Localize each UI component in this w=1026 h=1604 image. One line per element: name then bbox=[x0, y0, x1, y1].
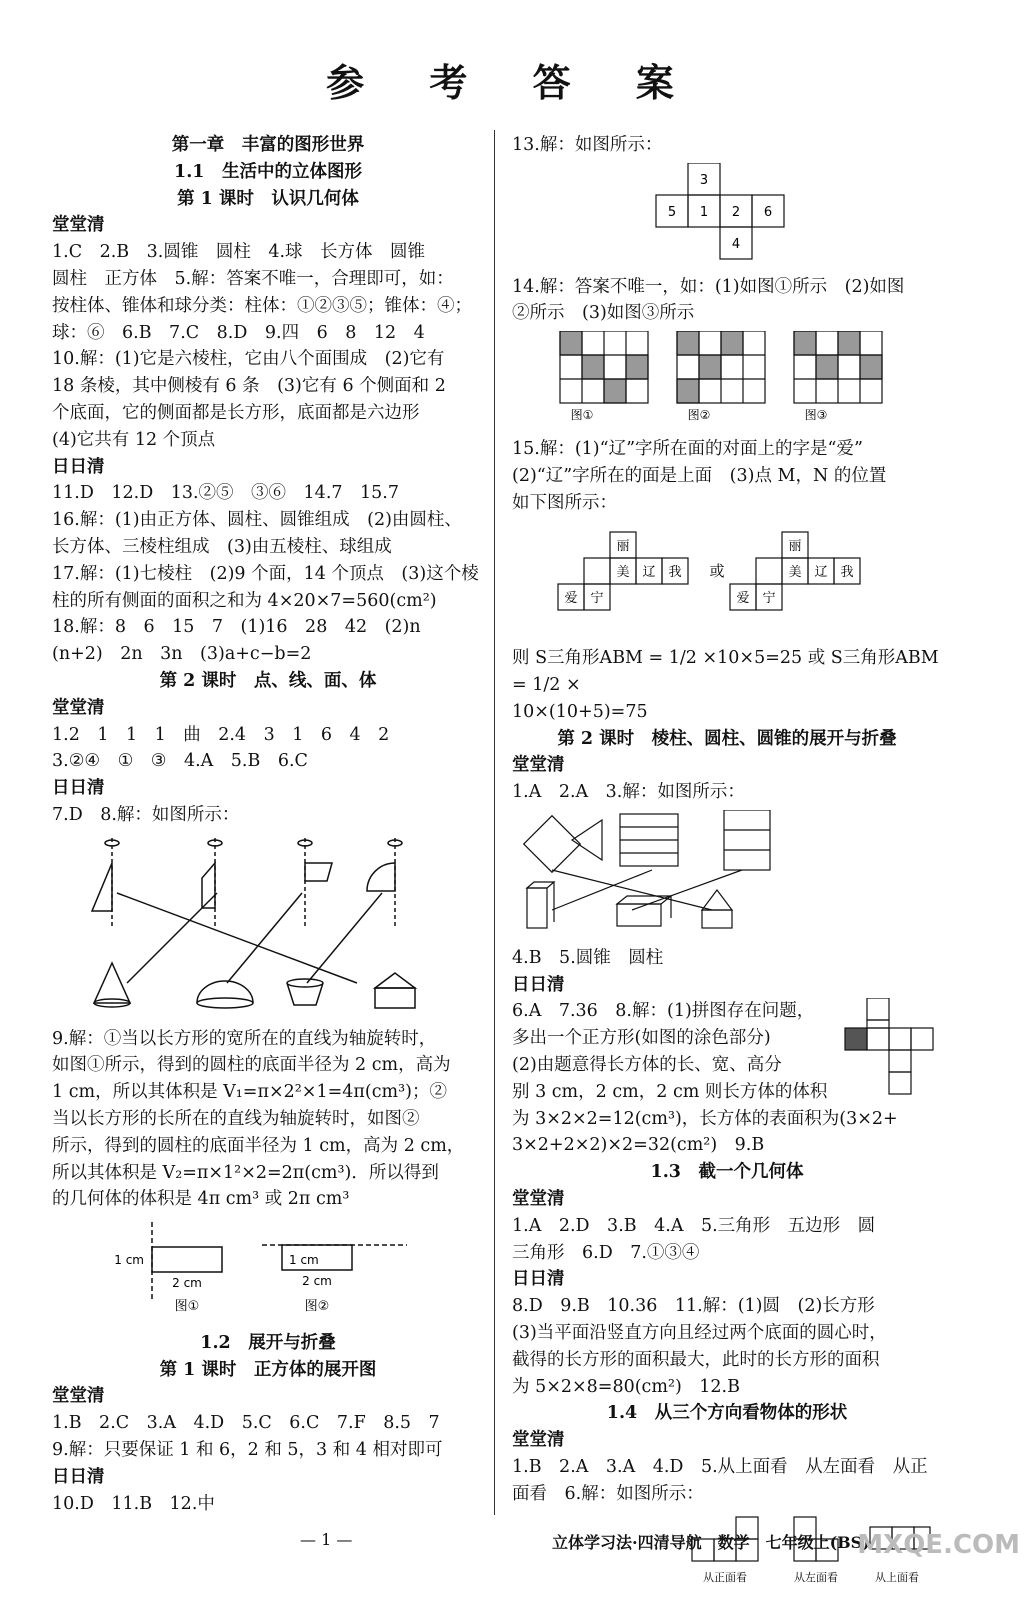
cube-net-mn-figure bbox=[512, 520, 932, 632]
answer-line: 所以其体积是 V₂=π×1²×2=2π(cm³)．所以得到 bbox=[52, 1162, 439, 1183]
answer-line: 7.D 8.解：如图所示： bbox=[52, 804, 240, 825]
answer-line: 3×2+2×2)×2=32(cm²) 9.B bbox=[512, 1135, 765, 1156]
section-label: 日日清 bbox=[512, 1269, 565, 1290]
section-label: 日日清 bbox=[512, 974, 565, 995]
answer-line: 4.B 5.圆锥 圆柱 bbox=[512, 947, 664, 968]
answer-line: 别 3 cm，2 cm，2 cm 则长方体的体积 bbox=[512, 1081, 828, 1102]
left-column bbox=[52, 132, 484, 1517]
answer-line: 的几何体的体积是 4π cm³ 或 2π cm³ bbox=[52, 1189, 350, 1210]
answer-line: 6.A 7.36 8.解：(1)拼图存在问题， bbox=[512, 1001, 815, 1022]
page-title: 参 考 答 案 bbox=[326, 60, 700, 105]
answer-line: 1.C 2.B 3.圆锥 圆柱 4.球 长方体 圆锥 bbox=[52, 242, 426, 263]
section-label: 堂堂清 bbox=[52, 1386, 105, 1407]
answer-line: 当以长方形的长所在的直线为轴旋转时，如图② bbox=[52, 1108, 420, 1129]
answer-line: 1.B 2.A 3.A 4.D 5.从上面看 从左面看 从正 bbox=[512, 1456, 928, 1477]
fig-label-2cm: 2 cm bbox=[302, 1274, 332, 1289]
answer-line: 10×(10+5)=75 bbox=[512, 701, 648, 722]
answer-line: 15.解：(1)“辽”字所在面的对面上的字是“爱” bbox=[512, 438, 863, 459]
answer-line: 按柱体、锥体和球分类：柱体：①②③⑤；锥体：④； bbox=[52, 295, 472, 316]
net-char: 丽 bbox=[616, 539, 630, 555]
view-caption: 从正面看 bbox=[703, 1571, 747, 1585]
net-cell: 5 bbox=[667, 204, 677, 220]
section-title: 1.3 截一个几何体 bbox=[650, 1162, 804, 1183]
fig-label-1cm: 1 cm bbox=[114, 1253, 144, 1268]
section-label: 堂堂清 bbox=[512, 1188, 565, 1209]
lesson-title: 第 2 课时 棱柱、圆柱、圆锥的展开与折叠 bbox=[557, 728, 897, 749]
cube-net-figure bbox=[512, 163, 932, 261]
net-char: 辽 bbox=[814, 565, 828, 581]
view-caption: 从上面看 bbox=[875, 1571, 919, 1585]
answer-line: 1 cm，所以其体积是 V₁=π×2²×1=4π(cm³)；② bbox=[52, 1082, 447, 1103]
fig-label-2cm: 2 cm bbox=[172, 1276, 202, 1291]
net-cell: 4 bbox=[731, 236, 741, 252]
lesson-title: 第 2 课时 点、线、面、体 bbox=[159, 670, 377, 691]
net-char: 丽 bbox=[788, 539, 802, 555]
net-cell: 6 bbox=[763, 204, 773, 220]
answer-line: 如图①所示，得到的圆柱的底面半径为 2 cm，高为 bbox=[52, 1055, 451, 1076]
answer-line: 9.解：只要保证 1 和 6，2 和 5，3 和 4 相对即可 bbox=[52, 1440, 443, 1461]
prism-net-figure bbox=[512, 810, 932, 932]
answer-line: (2)由题意得长方体的长、宽、高分 bbox=[512, 1054, 782, 1075]
section-title: 1.1 生活中的立体图形 bbox=[174, 161, 362, 182]
answer-line: (2)“辽”字所在的面是上面 (3)点 M，N 的位置 bbox=[512, 465, 887, 486]
grid-shading-figure bbox=[512, 331, 932, 423]
answer-line: 三角形 6.D 7.①③④ bbox=[512, 1242, 700, 1263]
net-char: 辽 bbox=[642, 565, 656, 581]
q8-block bbox=[512, 998, 942, 1105]
answer-line: 16.解：(1)由正方体、圆柱、圆锥组成 (2)由圆柱、 bbox=[52, 510, 462, 531]
answer-line: 17.解：(1)七棱柱 (2)9 个面，14 个顶点 (3)这个棱 bbox=[52, 563, 479, 584]
answer-line: 1.A 2.A 3.解：如图所示： bbox=[512, 782, 745, 803]
answer-line: 3.②④ ① ③ 4.A 5.B 6.C bbox=[52, 751, 308, 772]
answer-line: 面看 6.解：如图所示： bbox=[512, 1483, 704, 1504]
net-char: 美 bbox=[616, 565, 630, 581]
figure-caption: 图② bbox=[304, 1299, 330, 1315]
answer-line: 18 条棱，其中侧棱有 6 条 (3)它有 6 个侧面和 2 bbox=[52, 376, 446, 397]
answer-line: 球：⑥ 6.B 7.C 8.D 9.四 6 8 12 4 bbox=[52, 322, 425, 343]
figure-caption: 图③ bbox=[804, 408, 828, 423]
net-char: 我 bbox=[668, 565, 682, 581]
net-cell: 2 bbox=[731, 204, 741, 220]
answer-line: 10.解：(1)它是六棱柱，它由八个面围成 (2)它有 bbox=[52, 349, 445, 370]
answer-line: 多出一个正方形(如图的涂色部分) bbox=[512, 1028, 771, 1049]
answer-line: 8.D 9.B 10.36 11.解：(1)圆 (2)长方形 bbox=[512, 1296, 875, 1317]
fig-label-1cm: 1 cm bbox=[289, 1253, 319, 1268]
answer-line: 18.解：8 6 15 7 (1)16 28 42 (2)n bbox=[52, 617, 421, 638]
answer-line: 长方体、三棱柱组成 (3)由五棱柱、球组成 bbox=[52, 536, 392, 557]
answer-line: 为 3×2×2=12(cm³)，长方体的表面积为(3×2+ bbox=[512, 1108, 898, 1129]
answer-line: 个底面，它的侧面都是长方形，底面都是六边形 bbox=[52, 402, 420, 423]
section-label: 堂堂清 bbox=[52, 697, 105, 718]
answer-line: 柱的所有侧面的面积之和为 4×20×7=560(cm²) bbox=[52, 590, 437, 611]
or-label: 或 bbox=[709, 562, 725, 581]
answer-line: 为 5×2×8=80(cm²) 12.B bbox=[512, 1376, 740, 1397]
extra-square-figure bbox=[842, 998, 942, 1098]
section-label: 日日清 bbox=[52, 456, 105, 477]
view-caption: 从左面看 bbox=[794, 1571, 838, 1585]
net-char: 爱 bbox=[736, 591, 750, 607]
answer-line: 1.A 2.D 3.B 4.A 5.三角形 五边形 圆 bbox=[512, 1215, 876, 1236]
book-title: 立体学习法·四清导航 数学 七年级上(BS) bbox=[552, 1533, 870, 1552]
answer-line: 9.解：①当以长方形的宽所在的直线为轴旋转时， bbox=[52, 1028, 437, 1049]
section-label: 堂堂清 bbox=[52, 215, 105, 236]
answer-line: ②所示 (3)如图③所示 bbox=[512, 303, 695, 324]
watermark: MXQE.COM bbox=[857, 1530, 1020, 1560]
answer-line: (n+2) 2n 3n (3)a+c−b=2 bbox=[52, 644, 312, 665]
answer-line: (3)当平面沿竖直方向且经过两个底面的圆心时， bbox=[512, 1322, 887, 1343]
answer-line: 如下图所示： bbox=[512, 492, 617, 513]
section-label: 堂堂清 bbox=[512, 1430, 565, 1451]
answer-line: 14.解：答案不唯一，如：(1)如图①所示 (2)如图 bbox=[512, 276, 905, 297]
rotation-figure bbox=[52, 833, 432, 1013]
answer-line: 1.2 1 1 1 曲 2.4 3 1 6 4 2 bbox=[52, 724, 390, 745]
net-cell: 3 bbox=[699, 172, 709, 188]
section-title: 1.2 展开与折叠 bbox=[200, 1332, 336, 1353]
answer-line: 所示，得到的圆柱的底面半径为 1 cm，高为 2 cm， bbox=[52, 1135, 465, 1156]
column-divider bbox=[494, 130, 495, 1515]
answer-line: 则 S三角形ABM = 1/2 ×10×5=25 或 S三角形ABM = 1/2 × bbox=[512, 648, 939, 695]
lesson-title: 第 1 课时 正方体的展开图 bbox=[159, 1359, 377, 1380]
net-char: 我 bbox=[840, 565, 854, 581]
answer-line: 截得的长方形的面积最大，此时的长方形的面积 bbox=[512, 1349, 880, 1370]
answer-line: 1.B 2.C 3.A 4.D 5.C 6.C 7.F 8.5 7 bbox=[52, 1413, 440, 1434]
section-title: 1.4 从三个方向看物体的形状 bbox=[606, 1403, 848, 1424]
right-column bbox=[512, 132, 942, 1604]
net-char: 宁 bbox=[762, 591, 776, 607]
answer-line: 圆柱 正方体 5.解：答案不唯一，合理即可，如： bbox=[52, 268, 454, 289]
figure-caption: 图② bbox=[687, 408, 711, 423]
answer-line: 11.D 12.D 13.②⑤ ③⑥ 14.7 15.7 bbox=[52, 483, 399, 504]
section-label: 日日清 bbox=[52, 778, 105, 799]
answer-line: 10.D 11.B 12.中 bbox=[52, 1493, 215, 1514]
net-char: 美 bbox=[788, 565, 802, 581]
page-number: — 1 — bbox=[300, 1530, 353, 1549]
lesson-title: 第 1 课时 认识几何体 bbox=[177, 188, 359, 209]
figure-caption: 图① bbox=[570, 408, 594, 423]
net-char: 爱 bbox=[564, 591, 578, 607]
section-label: 堂堂清 bbox=[512, 755, 565, 776]
net-cell: 1 bbox=[699, 204, 709, 220]
figure-caption: 图① bbox=[174, 1299, 200, 1315]
net-char: 宁 bbox=[590, 591, 604, 607]
section-label: 日日清 bbox=[52, 1466, 105, 1487]
rectangle-rotation-figure bbox=[52, 1217, 432, 1317]
answer-line: 13.解：如图所示： bbox=[512, 135, 663, 155]
answer-line: (4)它共有 12 个顶点 bbox=[52, 429, 216, 450]
chapter-title: 第一章 丰富的图形世界 bbox=[171, 135, 365, 155]
